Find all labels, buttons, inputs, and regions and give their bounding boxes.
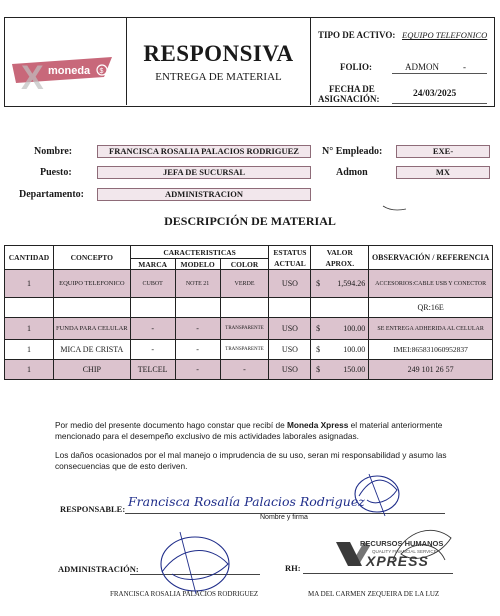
header-estatus-2: ACTUAL bbox=[269, 259, 311, 270]
header-cantidad: CANTIDAD bbox=[5, 246, 54, 270]
cell-valor: 100.00 bbox=[325, 340, 369, 360]
svg-text:$: $ bbox=[99, 68, 104, 75]
cell-moneda bbox=[311, 298, 325, 318]
rh-label: RH: bbox=[285, 563, 301, 573]
cell-concepto bbox=[53, 298, 130, 318]
puesto-label: Puesto: bbox=[40, 167, 72, 178]
cell-estatus: USO bbox=[269, 360, 311, 380]
cell-color bbox=[220, 298, 269, 318]
pen-mark bbox=[380, 198, 410, 214]
responsable-handwritten-signature: Francisca Rosalía Palacios Rodriguez bbox=[128, 494, 365, 509]
cell-valor bbox=[325, 298, 369, 318]
nombre-label: Nombre: bbox=[34, 146, 73, 157]
paragraph-1-text-end: el material anteriormente mencionado para el desempeño exclusivo de mis actividades laborales asignadas. bbox=[55, 420, 443, 441]
paragraph-2: Los daños ocasionados por el mal manejo o imprudencia de su uso, seran mi responsabilidad y asumo las consecuencias que de esto deriven. bbox=[55, 450, 447, 471]
paragraph-1 bbox=[55, 420, 455, 442]
cell-concepto: CHIP bbox=[53, 360, 130, 380]
stamp-line1: RECURSOS HUMANOS bbox=[360, 539, 444, 548]
departamento-field: ADMINISTRACION bbox=[97, 188, 311, 201]
cell-moneda: $ bbox=[311, 318, 325, 340]
cell-moneda: $ bbox=[311, 360, 325, 380]
cell-modelo: - bbox=[175, 318, 220, 340]
empleado-label: N° Empleado: bbox=[322, 146, 383, 157]
cell-color: TRANSPARENTE bbox=[220, 318, 269, 340]
title-cell bbox=[127, 17, 311, 105]
responsable-signature-scribble bbox=[345, 466, 415, 522]
document-title: RESPONSIVA bbox=[143, 41, 294, 66]
fecha-label-1: FECHA DE bbox=[329, 84, 375, 94]
nombre-firma-caption: Nombre y firma bbox=[260, 514, 308, 521]
cell-cantidad: 1 bbox=[5, 318, 54, 340]
cell-observacion: 249 101 26 57 bbox=[369, 360, 493, 380]
folio-value: ADMON bbox=[405, 62, 440, 72]
table-row bbox=[5, 318, 493, 340]
folio-underline bbox=[392, 73, 487, 74]
cell-moneda: $ bbox=[311, 270, 325, 298]
administracion-signature bbox=[150, 528, 240, 598]
table-row bbox=[5, 360, 493, 380]
materials-table bbox=[4, 245, 493, 380]
admon-field: MX bbox=[396, 166, 490, 179]
cell-estatus: USO bbox=[269, 318, 311, 340]
empleado-field: EXE- bbox=[396, 145, 490, 158]
stamp-line3: XPRESS bbox=[366, 553, 429, 569]
cell-valor: 100.00 bbox=[325, 318, 369, 340]
cell-cantidad: 1 bbox=[5, 270, 54, 298]
header-estatus-1: ESTATUS bbox=[269, 246, 311, 259]
header-valor-1: VALOR bbox=[311, 246, 369, 259]
stamp-line2: QUALITY FINANCIAL SERVICE bbox=[372, 549, 437, 554]
administracion-name: FRANCISCA ROSALIA PALACIOS RODRIGUEZ bbox=[110, 590, 259, 598]
header-observacion: OBSERVACIÓN / REFERENCIA bbox=[369, 246, 493, 270]
cell-cantidad: 1 bbox=[5, 360, 54, 380]
rh-signature bbox=[385, 520, 460, 570]
header-concepto: CONCEPTO bbox=[53, 246, 130, 270]
header-caracteristicas: CARACTERISTICAS bbox=[130, 246, 269, 259]
puesto-field: JEFA DE SUCURSAL bbox=[97, 166, 311, 179]
cell-marca: TELCEL bbox=[130, 360, 175, 380]
tipo-activo-value: EQUIPO TELEFONICO bbox=[402, 30, 488, 40]
cell-estatus bbox=[269, 298, 311, 318]
cell-concepto: MICA DE CRISTA bbox=[53, 340, 130, 360]
fecha-underline bbox=[392, 103, 487, 104]
table-row bbox=[5, 270, 493, 298]
fecha-label-2: ASIGNACIÓN: bbox=[318, 94, 380, 104]
cell-estatus: USO bbox=[269, 270, 311, 298]
cell-modelo: NOTE 21 bbox=[175, 270, 220, 298]
cell-observacion: QR:16E bbox=[369, 298, 493, 318]
paragraph-1-text: Por medio del presente documento hago constar que recibí de bbox=[55, 420, 287, 430]
svg-text:X: X bbox=[21, 59, 44, 97]
cell-color: TRANSPARENTE bbox=[220, 340, 269, 360]
header-valor-2: APROX. bbox=[311, 259, 369, 270]
cell-observacion: IMEI:865831060952837 bbox=[369, 340, 493, 360]
cell-estatus: USO bbox=[269, 340, 311, 360]
cell-concepto: FUNDA PARA CELULAR bbox=[53, 318, 130, 340]
cell-cantidad: 1 bbox=[5, 340, 54, 360]
cell-moneda: $ bbox=[311, 340, 325, 360]
header-color: COLOR bbox=[220, 259, 269, 270]
responsable-label: RESPONSABLE: bbox=[60, 504, 126, 514]
document-subtitle: ENTREGA DE MATERIAL bbox=[155, 71, 282, 83]
cell-concepto: EQUIPO TELEFONICO bbox=[53, 270, 130, 298]
cell-modelo: - bbox=[175, 340, 220, 360]
cell-color: VERDE bbox=[220, 270, 269, 298]
section-title: DESCRIPCIÓN DE MATERIAL bbox=[164, 214, 336, 228]
fecha-value: 24/03/2025 bbox=[413, 89, 457, 99]
departamento-label: Departamento: bbox=[19, 189, 84, 200]
cell-valor: 150.00 bbox=[325, 360, 369, 380]
administracion-label: ADMINISTRACIÓN: bbox=[58, 564, 139, 574]
folio-dash: - bbox=[463, 62, 466, 72]
table-row bbox=[5, 298, 493, 318]
cell-modelo bbox=[175, 298, 220, 318]
cell-modelo: - bbox=[175, 360, 220, 380]
admon-label: Admon bbox=[336, 167, 368, 178]
cell-valor: 1,594.26 bbox=[325, 270, 369, 298]
table-row bbox=[5, 340, 493, 360]
cell-color: - bbox=[220, 360, 269, 380]
cell-observacion: ACCESORIOS:CABLE USB Y CONECTOR bbox=[369, 270, 493, 298]
cell-marca: - bbox=[130, 340, 175, 360]
company-name: Moneda Xpress bbox=[287, 420, 349, 430]
moneda-xpress-logo bbox=[4, 17, 126, 105]
header-marca: MARCA bbox=[130, 259, 175, 270]
logo-cell bbox=[4, 17, 127, 105]
cell-marca bbox=[130, 298, 175, 318]
rh-name: MA DEL CARMEN ZEQUEIRA DE LA LUZ bbox=[308, 590, 440, 598]
cell-cantidad bbox=[5, 298, 54, 318]
header-modelo: MODELO bbox=[175, 259, 220, 270]
nombre-field: FRANCISCA ROSALIA PALACIOS RODRIGUEZ bbox=[97, 145, 311, 158]
tipo-activo-label: TIPO DE ACTIVO: bbox=[318, 30, 396, 40]
svg-text:moneda: moneda bbox=[48, 65, 91, 77]
folio-label: FOLIO: bbox=[340, 62, 373, 72]
cell-marca: CUBOT bbox=[130, 270, 175, 298]
cell-marca: - bbox=[130, 318, 175, 340]
rh-line bbox=[303, 573, 453, 574]
cell-observacion: SE ENTREGA ADHERIDA AL CELULAR bbox=[369, 318, 493, 340]
